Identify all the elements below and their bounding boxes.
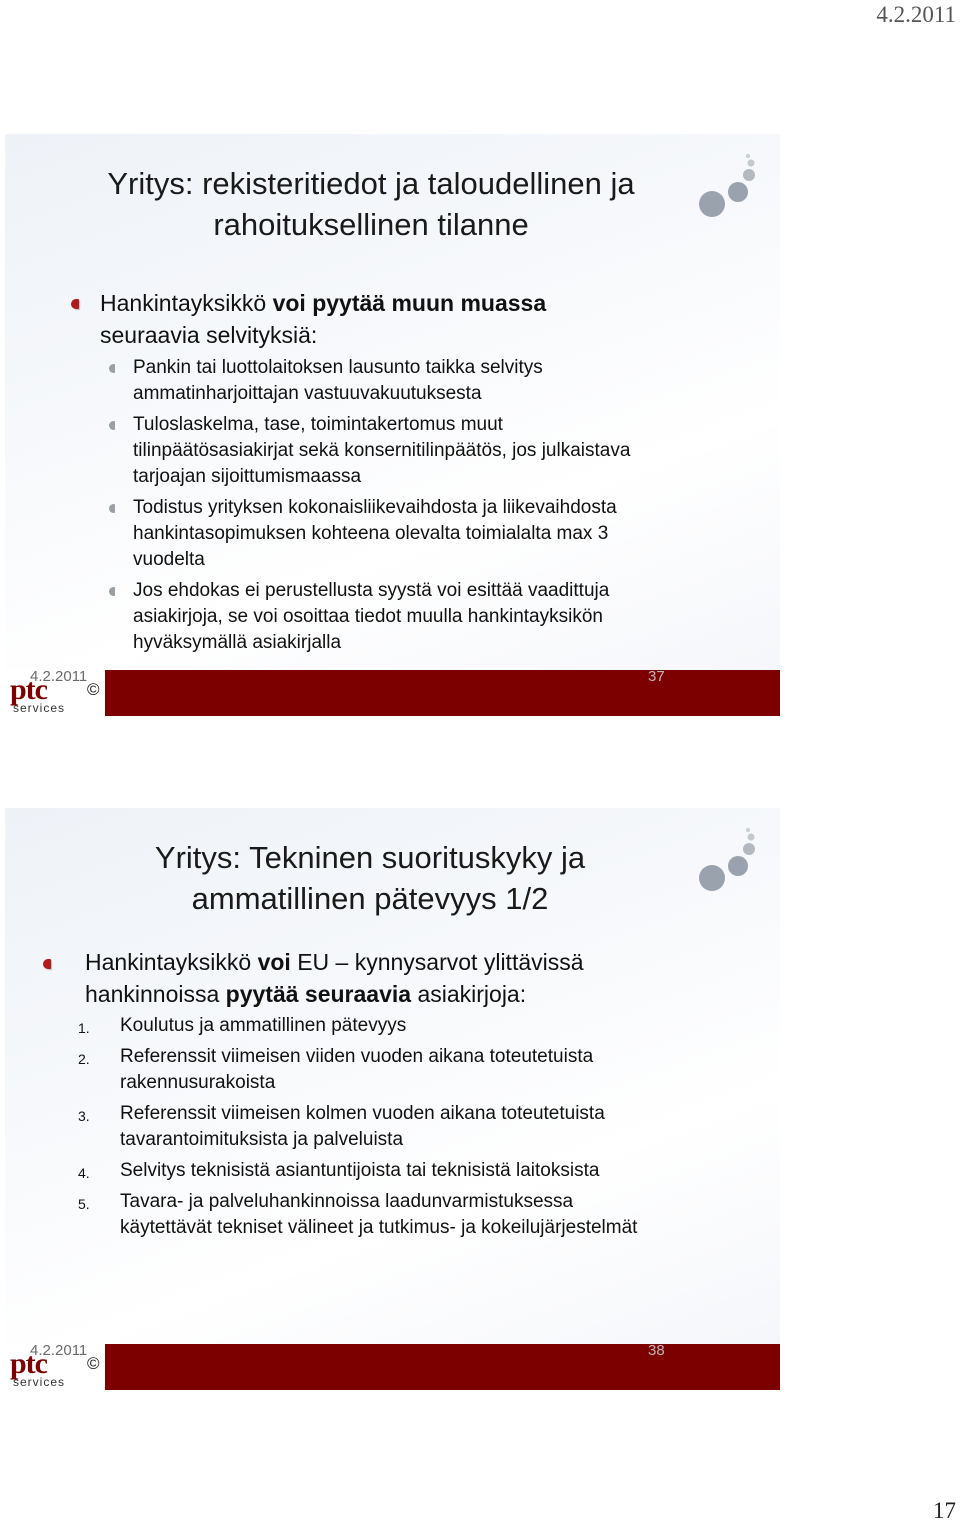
list-item: Selvitys teknisistä asiantuntijoista tai teknisistä laitoksista: [120, 1160, 600, 1181]
slide-number: 38: [648, 1342, 665, 1359]
list-number: 1.: [78, 1020, 90, 1036]
list-item: Referenssit viimeisen viiden vuoden aikana toteutetuista rakennusurakoista: [120, 1046, 594, 1093]
bullet-icon: [109, 587, 115, 596]
bullet-icon: [43, 959, 51, 969]
bullet-icon: [109, 504, 115, 513]
slide-37: [5, 134, 780, 716]
footer-date: 4.2.2011: [30, 1342, 88, 1359]
list-number: 3.: [78, 1108, 90, 1124]
list-number: 2.: [78, 1051, 90, 1067]
copyright-mark: ©: [87, 680, 100, 699]
ptc-logo: ptc: [10, 673, 47, 706]
list-item: Referenssit viimeisen kolmen vuoden aikana toteutetuista tavarantoimituksista ja palveluista: [120, 1103, 605, 1150]
list-item: Jos ehdokas ei perustellusta syystä voi esittää vaadittuja asiakirjoja, se voi osoittaa tiedot muulla hankintayksikön hyväksymällä asiakirjalla: [133, 580, 610, 653]
list-item: Todistus yrityksen kokonaisliikevaihdosta ja liikevaihdosta hankintasopimuksen kohteena olevalta toimialalta max 3 vuodelta: [133, 497, 617, 570]
bullet-icon: [109, 364, 115, 373]
title-line-1: Yritys: Tekninen suorituskyky ja: [154, 840, 586, 875]
title-line-1: Yritys: rekisteritiedot ja taloudellinen ja: [107, 166, 635, 201]
list-item: Tuloslaskelma, tase, toimintakertomus muut tilinpäätösasiakirjat sekä konsernitilinpäätös, jos julkaistava tarjoajan sijoittumismaassa: [133, 414, 631, 487]
bullet-icon: [71, 299, 79, 309]
bullet-icon: [109, 421, 115, 430]
ptc-logo: ptc: [10, 1347, 47, 1380]
title-line-2: ammatillinen pätevyys 1/2: [191, 881, 549, 916]
page-date: 4.2.2011: [876, 2, 956, 27]
list-item: Tavara- ja palveluhankinnoissa laadunvarmistuksessa käytettävät tekniset välineet ja tutkimus- ja kokeilujärjestelmät: [120, 1191, 638, 1238]
list-number: 5.: [78, 1196, 90, 1212]
logo-subtitle: services: [13, 1375, 66, 1389]
slide-title: [11, 163, 731, 245]
brand-dots-icon: [694, 818, 764, 898]
slide-title: [25, 837, 715, 919]
intro-text: Hankintayksikkö voi EU – kynnysarvot ylittävissä hankinnoissa pyytää seuraavia asiakirjoja:: [85, 949, 584, 1007]
slide-38: [5, 808, 780, 1390]
slide-number: 37: [648, 668, 665, 685]
page-number: 17: [933, 1498, 956, 1523]
list-item: Pankin tai luottolaitoksen lausunto taikka selvitys ammatinharjoittajan vastuuvakuutuksesta: [133, 357, 543, 404]
list-item: Koulutus ja ammatillinen pätevyys: [120, 1015, 407, 1036]
logo-subtitle: services: [13, 701, 66, 715]
slide-footer: [5, 1344, 780, 1390]
brand-dots-icon: [694, 144, 764, 224]
copyright-mark: ©: [87, 1354, 100, 1373]
list-number: 4.: [78, 1165, 90, 1181]
slide-footer: [5, 670, 780, 716]
footer-date: 4.2.2011: [30, 668, 88, 685]
intro-text: Hankintayksikkö voi pyytää muun muassa seuraavia selvityksiä:: [100, 290, 547, 348]
title-line-2: rahoituksellinen tilanne: [213, 207, 529, 242]
